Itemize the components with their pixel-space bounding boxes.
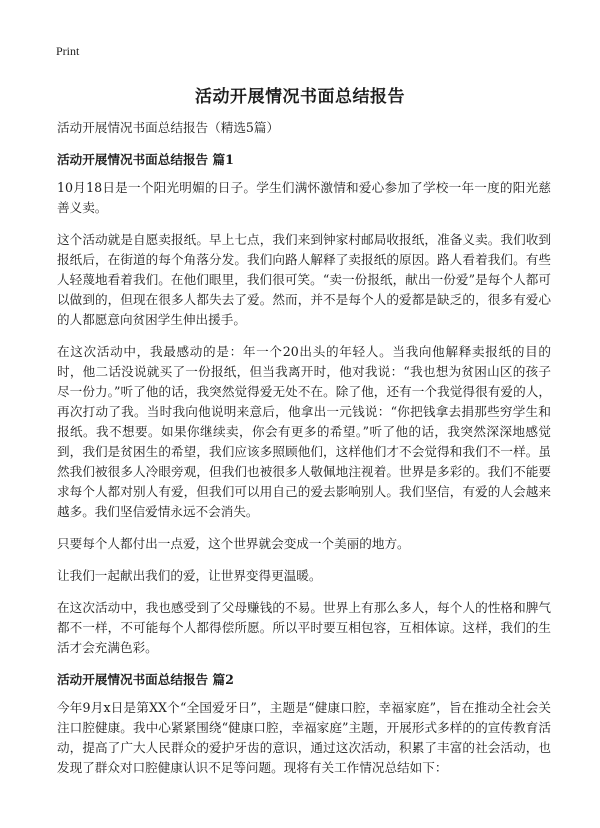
paragraph: 在这次活动中，我最感动的是：年一个20出头的年轻人。当我向他解释卖报纸的目的时，他二话没说就买了一份报纸，但当我离开时，他对我说：“我也想为贫困山区的孩子尽一份力。”听了他的话，我突然觉得爱无处不在。除了他，还有一个我觉得很有爱的人，再次打动了我。当时我向他说明来意后，他拿出一元钱说：“你把钱拿去捐那些穷学生和报纸。我不想要。如果你继续卖，你会有更多的希望。”听了他的话，我突然深深地感觉到，我们是贫困生的希望，我们应该多照顾他们，这样他们才不会觉得和我们不一样。虽然我们被很多人冷眼旁观，但我们也被很多人敬佩地注视着。世界是多彩的。我们不能要求每个人都对别人有爱，但我们可以用自己的爱去影响别人。我们坚信，有爱的人会越来越多。我们坚信爱情永远不会消失。	[57, 344, 551, 519]
paragraph: 这个活动就是自愿卖报纸。早上七点，我们来到钟家村邮局收报纸，准备义卖。我们收到报纸后，在街道的每个角落分发。我们向路人解释了卖报纸的原因。路人看着我们。有些人轻蔑地看着我们。在他们眼里，我们很可笑。“卖一份报纸，献出一份爱”是每个人都可以做到的，但现在很多人都失去了爱。然而，并不是每个人的爱都是缺乏的，很多有爱心的人都愿意向贫困学生伸出援手。	[57, 232, 551, 327]
document-body	[57, 118, 551, 790]
paragraph: 在这次活动中，我也感受到了父母赚钱的不易。世界上有那么多人，每个人的性格和脾气都不一样，不可能每个人都得偿所愿。所以平时要互相包容，互相体谅。这样，我们的生活才会充满色彩。	[57, 600, 551, 655]
section-1	[57, 150, 551, 658]
print-link[interactable]: Print	[56, 44, 80, 58]
section-2	[57, 670, 551, 778]
paragraph: 10月18日是一个阳光明媚的日子。学生们满怀激情和爱心参加了学校一年一度的阳光慈善义卖。	[57, 180, 551, 215]
paragraph: 今年9月x日是第XX个“全国爱牙日”，主题是“健康口腔，幸福家庭”，旨在推动全社会关注口腔健康。我中心紧紧围绕“健康口腔，幸福家庭”主题，开展形式多样的的宣传教育活动，提高了广大人民群众的爱护牙齿的意识，通过这次活动，积累了丰富的社会活动，也发现了群众对口腔健康认识不足等问题。现将有关工作情况总结如下：	[57, 700, 551, 775]
page-title: 活动开展情况书面总结报告	[195, 87, 405, 107]
section-heading: 活动开展情况书面总结报告 篇2	[57, 672, 234, 687]
document-subtitle: 活动开展情况书面总结报告（精选5篇）	[57, 120, 280, 135]
paragraph: 只要每个人都付出一点爱，这个世界就会变成一个美丽的地方。	[57, 536, 410, 551]
section-heading: 活动开展情况书面总结报告 篇1	[57, 152, 234, 167]
paragraph: 让我们一起献出我们的爱，让世界变得更温暖。	[57, 568, 322, 583]
